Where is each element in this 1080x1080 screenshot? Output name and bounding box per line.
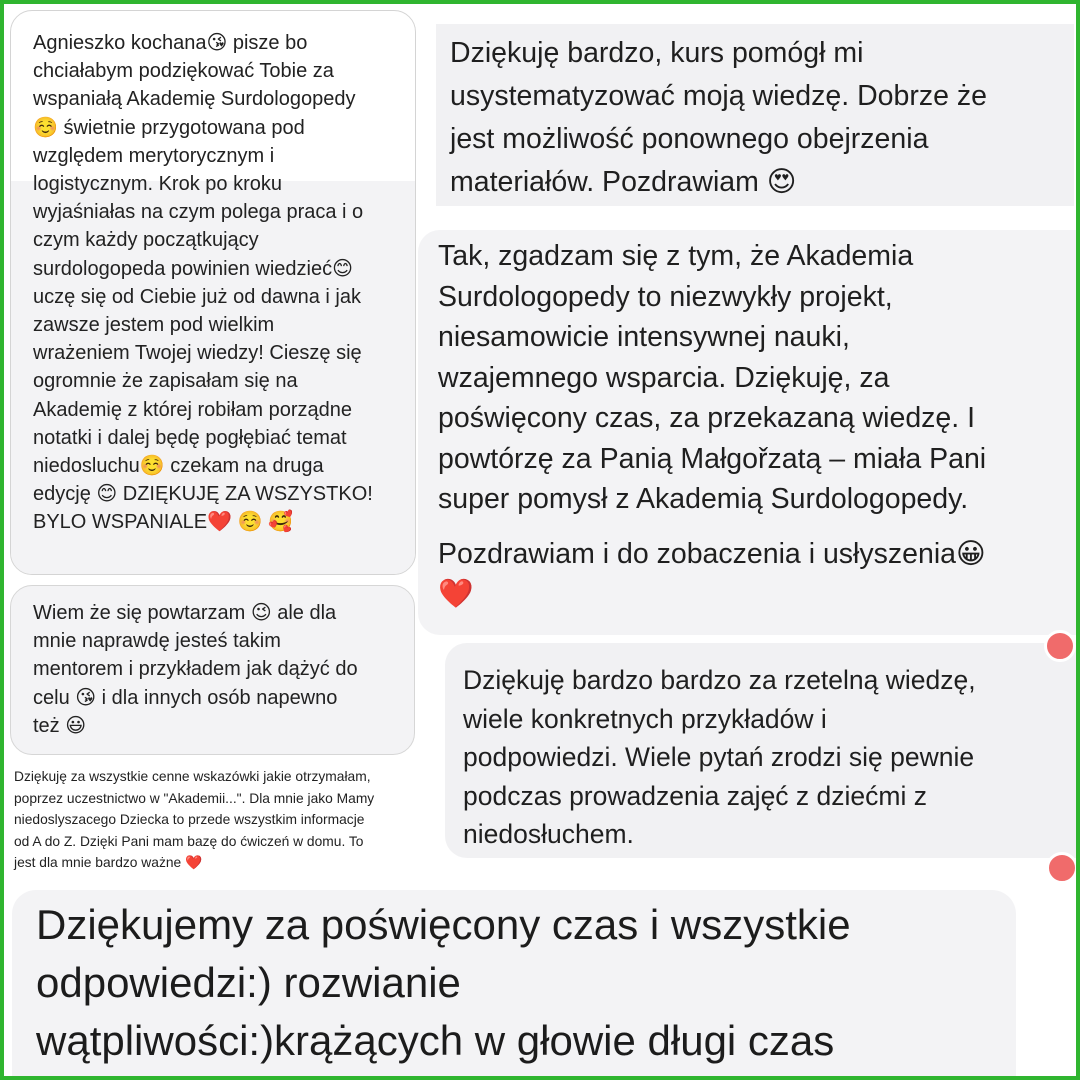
message-text-7: Dziękujemy za poświęcony czas i wszystkie odpowiedzi:) rozwianie wątpliwości:)krążących w głowie długi czas [36, 901, 851, 1064]
message-text-3: Tak, zgadzam się z tym, że Akademia Surdologopedy to niezwykły projekt, niesamowicie intensywnej nauki, wzajemnego wsparcia. Dziękuję, za poświęcony czas, za przekazaną wiedzę. I powtórzę za Panią Małgořzatą – miała Pani super pomysł z Akademią Surdologopedy. [438, 240, 987, 515]
message-text-5: Dziękuję za wszystkie cenne wskazówki jakie otrzymałam, poprzez uczestnictwo w "Akademii...". Dla mnie jako Mamy niedoslyszacego Dziecka to przede wszystkim informacje od A do Z. Dzięki Pani mam bazę do ćwiczeń w domu. To jest dla mnie bardzo ważne ❤️ [14, 769, 375, 870]
reaction-heart-icon[interactable] [1044, 630, 1076, 662]
message-bubble-5 [10, 762, 422, 872]
message-bubble-6 [445, 643, 1080, 858]
message-text-6: Dziękuję bardzo bardzo za rzetelną wiedzę, wiele konkretnych przykładów i podpowiedzi. Wiele pytań zrodzi się pewnie podczas prowadzenia zajęć z dziećmi z niedosłuchem. [463, 665, 976, 850]
message-bubble-4 [10, 585, 415, 755]
message-text-1: Agnieszko kochana😘 pisze bo chciałabym podziękować Tobie za wspaniałą Akademię Surdologopedy ☺️ świetnie przygotowana pod względem merytorycznym i logistycznym. Krok po kroku wyjaśniałas na czym polega praca i o czym każdy początkujący surdologopeda powinien wiedzieć😊 uczę się od Ciebie już od dawna i jak zawsze jestem pod wielkim wrażeniem Twojej wiedzy! Cieszę się ogromnie że zapisałam się na Akademię z której robiłam porządne notatki i dalej będę pogłębiać temat niedosluchu☺️ czekam na druga edycję 😊 DZIĘKUJĘ ZA WSZYSTKO! BYLO WSPANIALE❤️ ☺️ 🥰 [33, 32, 373, 534]
message-bubble-3 [418, 230, 1080, 635]
message-bubble-7 [12, 890, 1016, 1080]
message-text-3-closing: Pozdrawiam i do zobaczenia i usłyszenia😀 ❤️ [438, 537, 986, 610]
message-text-4: Wiem że się powtarzam 😉 ale dla mnie naprawdę jesteś takim mentorem i przykładem jak dążyć do celu 😘 i dla innych osób napewno też 😃 [33, 602, 358, 737]
message-text-2: Dziękuję bardzo, kurs pomógł mi usystematyzować moją wiedzę. Dobrze że jest możliwość ponownego obejrzenia materiałów. Pozdrawiam 😍 [450, 37, 987, 198]
reaction-heart-icon[interactable] [1046, 852, 1078, 884]
message-bubble-2 [436, 24, 1074, 206]
message-bubble-1 [10, 10, 416, 575]
